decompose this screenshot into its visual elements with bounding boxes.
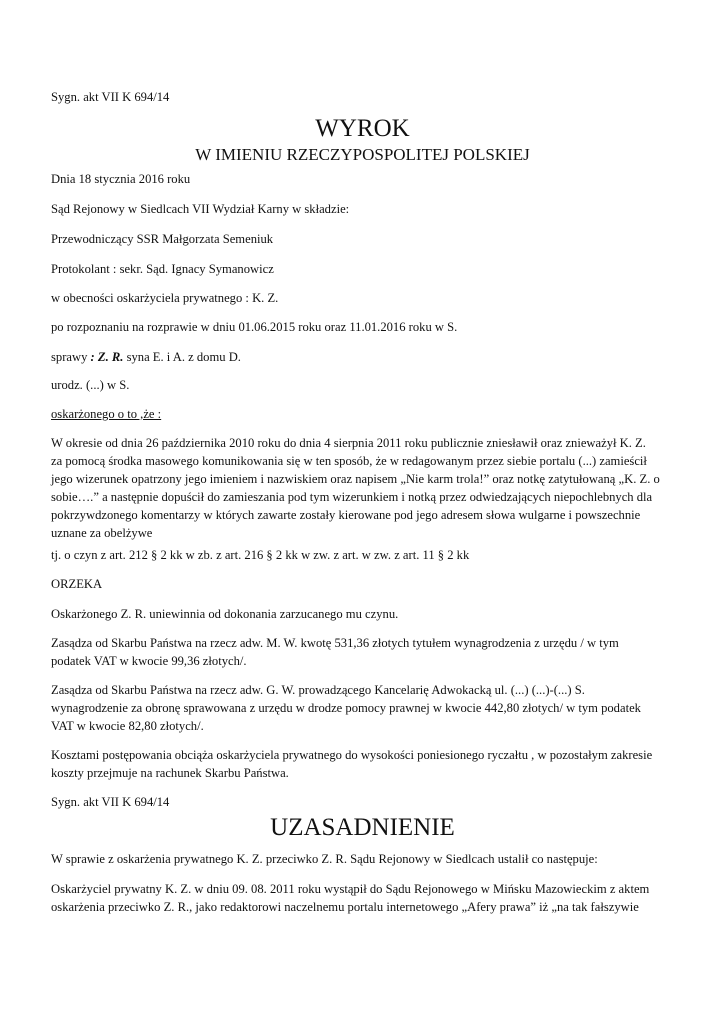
case-prefix: sprawy [51,350,91,364]
charge-paragraph [51,434,672,542]
costs-line: podatek VAT w kwocie 99,36 złotych/. [51,654,247,668]
presiding-judge: Przewodniczący SSR Małgorzata Semeniuk [51,232,274,246]
costs-line: Zasądza od Skarbu Państwa na rzecz adw. M. W. kwotę 531,36 złotych tytułem wynagrodzenia z urzędu / w tym [51,636,619,650]
charge-line: za pomocą środka masowego komunikowania się w ten sposób, że w redagowanym przez siebie portalu (...) zamieścił [51,454,647,468]
accused-heading: oskarżonego o to ,że : [51,407,162,421]
court-clerk: Protokolant : sekr. Sąd. Ignacy Symanowicz [51,262,274,276]
costs-paragraph-3 [51,746,672,782]
charge-line: W okresie od dnia 26 października 2010 roku do dnia 4 sierpnia 2011 roku publicznie zniesławił oraz znieważył K. Z. [51,436,646,450]
charge-articles: tj. o czyn z art. 212 § 2 kk w zb. z art. 216 § 2 kk w zw. z art. w zw. z art. 11 § 2 kk [51,548,470,562]
costs-line: koszty przejmuje na rachunek Skarbu Państwa. [51,766,289,780]
birth-info: urodz. (...) w S. [51,378,130,392]
justification-title: UZASADNIENIE [270,814,455,841]
judgment-title: WYROK [315,115,410,142]
case-party [51,348,241,366]
costs-paragraph-1 [51,634,672,670]
charge-line: pokrzywdzonego komentarzy w których zawarte zostały kierowane pod jego adresem słowa wulgarne i powszechnie [51,508,641,522]
charge-line: uznane za obelżywe [51,526,153,540]
costs-line: Kosztami postępowania obciąża oskarżyciela prywatnego do wysokości poniesionego ryczałtu , w pozostałym zakresie [51,748,653,762]
justification-paragraph [51,880,672,916]
hearing-dates: po rozpoznaniu na rozprawie w dniu 01.06.2015 roku oraz 11.01.2016 roku w S. [51,320,458,334]
charge-line: jego wizerunek opatrzony jego imieniem i nazwiskiem oraz napisem „Nie karm trola!” oraz notkę zatytułowaną „K. Z. o [51,472,660,486]
acquittal: Oskarżonego Z. R. uniewinnia od dokonania zarzucanego mu czynu. [51,607,399,621]
costs-line: Zasądza od Skarbu Państwa na rzecz adw. G. W. prowadzącego Kancelarię Adwokacką ul. (...) (...)-(...) S. [51,683,585,697]
justification-line: Oskarżyciel prywatny K. Z. w dniu 09. 08. 2011 roku wystąpił do Sądu Rejonowego w Mińsku Mazowieckim z aktem [51,882,650,896]
court-composition: Sąd Rejonowy w Siedlcach VII Wydział Karny w składzie: [51,202,350,216]
judgment-subtitle: W IMIENIU RZECZYPOSPOLITEJ POLSKIEJ [195,145,530,164]
justification-intro: W sprawie z oskarżenia prywatnego K. Z. przeciwko Z. R. Sądu Rejonowy w Siedlcach ustalił co następuje: [51,852,598,866]
case-signature-bottom: Sygn. akt VII K 694/14 [51,795,170,809]
verdict-heading: ORZEKA [51,577,103,591]
charge-line: sobie….” a następnie dopuścił do zamieszania pod tym wizerunkiem i notką przez odwiedzających niepochlebnych dla [51,490,653,504]
prosecutor-presence: w obecności oskarżyciela prywatnego : K. Z. [51,291,279,305]
case-signature-top: Sygn. akt VII K 694/14 [51,90,170,104]
costs-paragraph-2 [51,681,672,735]
case-suffix: syna E. i A. z domu D. [123,350,241,364]
accused-name: : Z. R. [90,350,124,364]
judgment-date: Dnia 18 stycznia 2016 roku [51,172,191,186]
justification-line: oskarżenia przeciwko Z. R., jako redaktorowi naczelnemu portalu internetowego „Afery prawa” iż „na tak fałszywie [51,900,639,914]
costs-line: wynagrodzenie za obronę sprawowana z urzędu w drodze pomocy prawnej w kwocie 442,80 złotych/ w tym podatek [51,701,641,715]
costs-line: VAT w kwocie 82,80 złotych/. [51,719,204,733]
